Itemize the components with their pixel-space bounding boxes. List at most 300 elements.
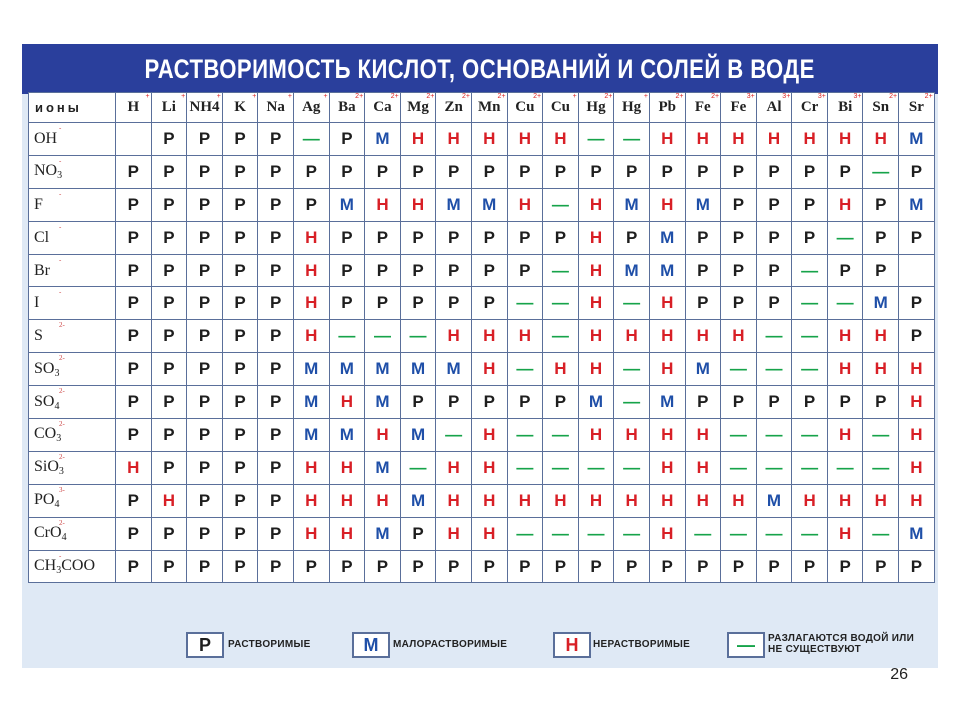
solubility-cell: Н	[471, 123, 507, 156]
legend-symbol: Н	[553, 632, 591, 658]
solubility-cell: Р	[116, 353, 152, 386]
solubility-cell: Р	[329, 550, 365, 583]
solubility-cell: Р	[116, 155, 152, 188]
solubility-cell: Р	[116, 320, 152, 353]
solubility-cell: Р	[329, 287, 365, 320]
solubility-cell: Н	[863, 353, 899, 386]
solubility-cell: Р	[329, 123, 365, 156]
solubility-cell: Р	[258, 254, 294, 287]
solubility-cell: —	[863, 451, 899, 484]
page-number: 26	[890, 666, 908, 683]
solubility-cell: Н	[471, 484, 507, 517]
cation-header	[649, 93, 685, 123]
solubility-cell: —	[400, 320, 436, 353]
solubility-cell: Н	[649, 123, 685, 156]
solubility-cell: Н	[471, 517, 507, 550]
solubility-cell: Р	[187, 517, 223, 550]
solubility-cell: Р	[258, 155, 294, 188]
solubility-cell: Р	[756, 188, 792, 221]
solubility-cell: Н	[116, 451, 152, 484]
solubility-cell: Р	[543, 550, 579, 583]
solubility-cell: Н	[293, 451, 329, 484]
anion-label	[29, 419, 116, 452]
solubility-cell: —	[863, 517, 899, 550]
solubility-cell: —	[614, 123, 650, 156]
solubility-cell: Р	[685, 254, 721, 287]
table-row	[29, 320, 935, 353]
solubility-cell: Р	[258, 287, 294, 320]
solubility-cell: Н	[685, 419, 721, 452]
cation-header	[258, 93, 294, 123]
solubility-cell: Н	[578, 221, 614, 254]
cation-symbol: Cu	[515, 99, 535, 115]
solubility-cell: М	[436, 188, 472, 221]
solubility-cell: Н	[863, 320, 899, 353]
anion-charge: -	[59, 124, 62, 132]
cation-symbol: Fe	[730, 99, 747, 115]
cation-symbol: Sn	[872, 99, 890, 115]
solubility-cell: Р	[151, 254, 187, 287]
solubility-cell: Р	[792, 188, 828, 221]
solubility-cell: Р	[293, 188, 329, 221]
solubility-cell: Р	[365, 550, 401, 583]
solubility-cell: Р	[329, 221, 365, 254]
anion-formula: $PO_4$	[34, 491, 60, 511]
solubility-cell: Н	[543, 123, 579, 156]
anion-charge: 2-	[59, 387, 65, 396]
table-row	[29, 287, 935, 320]
solubility-cell: Р	[400, 386, 436, 419]
solubility-cell: —	[756, 320, 792, 353]
solubility-cell: Н	[578, 287, 614, 320]
cation-symbol: Bi	[838, 99, 853, 115]
cation-charge: 2+	[889, 93, 898, 100]
solubility-cell: Р	[151, 517, 187, 550]
solubility-cell: Р	[436, 221, 472, 254]
solubility-cell: М	[899, 517, 935, 550]
solubility-cell: Н	[792, 484, 828, 517]
solubility-cell: Р	[471, 386, 507, 419]
cation-symbol: Sr	[908, 99, 924, 115]
cation-symbol: Al	[766, 99, 782, 115]
solubility-cell: Р	[258, 221, 294, 254]
solubility-cell: Н	[827, 123, 863, 156]
solubility-cell: —	[863, 419, 899, 452]
solubility-cell: М	[329, 188, 365, 221]
solubility-cell: Р	[365, 287, 401, 320]
solubility-cell: Р	[756, 221, 792, 254]
solubility-cell: Н	[293, 517, 329, 550]
cation-charge: 2+	[426, 93, 435, 100]
solubility-cell: —	[685, 517, 721, 550]
solubility-cell: Р	[187, 550, 223, 583]
cation-charge: 2+	[497, 93, 506, 100]
solubility-cell: М	[293, 386, 329, 419]
solubility-cell: М	[400, 419, 436, 452]
solubility-cell: Н	[685, 484, 721, 517]
solubility-cell: —	[543, 419, 579, 452]
solubility-cell: Р	[756, 550, 792, 583]
cation-symbol: Ca	[373, 99, 392, 115]
cation-header	[827, 93, 863, 123]
solubility-cell: Н	[685, 123, 721, 156]
anion-label	[29, 254, 116, 287]
anion-charge: 2-	[59, 420, 65, 429]
solubility-cell: Р	[721, 550, 757, 583]
solubility-cell: Н	[649, 451, 685, 484]
solubility-cell: Р	[721, 155, 757, 188]
anion-charge: 3-	[59, 485, 65, 494]
solubility-cell: Р	[222, 287, 258, 320]
solubility-cell: Р	[721, 386, 757, 419]
cation-header	[400, 93, 436, 123]
solubility-cell: Н	[293, 254, 329, 287]
cation-charge: 3+	[782, 93, 791, 100]
solubility-cell: Р	[187, 451, 223, 484]
solubility-cell: Н	[827, 320, 863, 353]
cation-charge: 2+	[711, 93, 720, 100]
solubility-cell: Р	[258, 320, 294, 353]
cation-symbol: Li	[161, 99, 176, 115]
solubility-cell: —	[507, 419, 543, 452]
solubility-cell: Р	[827, 254, 863, 287]
solubility-cell: Р	[258, 451, 294, 484]
cation-header	[187, 93, 223, 123]
solubility-cell: Н	[721, 484, 757, 517]
cation-charge: +	[252, 93, 257, 100]
cation-symbol: Hg	[586, 99, 606, 115]
cation-charge: 3+	[746, 93, 755, 100]
solubility-cell: М	[649, 254, 685, 287]
solubility-cell: Н	[899, 386, 935, 419]
solubility-cell: Р	[151, 550, 187, 583]
solubility-cell: Р	[899, 155, 935, 188]
anion-formula: F	[34, 195, 43, 213]
table-row	[29, 254, 935, 287]
legend-label: НЕРАСТВОРИМЫЕ	[593, 639, 691, 650]
solubility-cell: Р	[614, 221, 650, 254]
table-row	[29, 517, 935, 550]
solubility-cell: Н	[578, 188, 614, 221]
solubility-cell: —	[507, 451, 543, 484]
cation-symbol: Cu	[550, 99, 571, 115]
solubility-cell: Р	[721, 254, 757, 287]
cation-header	[578, 93, 614, 123]
solubility-cell: —	[792, 353, 828, 386]
solubility-cell: Р	[116, 517, 152, 550]
solubility-cell: Р	[151, 419, 187, 452]
anion-label	[29, 155, 116, 188]
anion-label	[29, 517, 116, 550]
cation-header	[507, 93, 543, 123]
anion-charge: -	[59, 156, 62, 165]
solubility-cell: Р	[436, 155, 472, 188]
solubility-cell: —	[614, 386, 650, 419]
solubility-cell: Р	[116, 386, 152, 419]
table-row	[29, 123, 935, 156]
solubility-cell: Р	[151, 451, 187, 484]
solubility-cell: Н	[578, 254, 614, 287]
anion-formula: Br	[34, 261, 50, 279]
solubility-cell: Р	[222, 550, 258, 583]
cation-header	[543, 93, 579, 123]
cation-symbol: Hg	[622, 99, 642, 115]
solubility-cell: Н	[507, 484, 543, 517]
anion-label	[29, 287, 116, 320]
cation-header	[116, 93, 152, 123]
anion-label	[29, 320, 116, 353]
cation-charge: 2+	[390, 93, 399, 100]
solubility-cell: Р	[863, 550, 899, 583]
solubility-cell: М	[329, 419, 365, 452]
solubility-cell: Р	[685, 386, 721, 419]
solubility-cell: Н	[649, 517, 685, 550]
solubility-cell: Н	[471, 451, 507, 484]
solubility-cell: Н	[507, 123, 543, 156]
solubility-cell: —	[436, 419, 472, 452]
solubility-cell: Р	[222, 419, 258, 452]
ions-corner-label: ионы	[29, 93, 116, 123]
solubility-cell: М	[471, 188, 507, 221]
solubility-cell: Н	[578, 484, 614, 517]
solubility-cell: Н	[614, 320, 650, 353]
solubility-cell: Н	[649, 188, 685, 221]
solubility-cell: Р	[365, 155, 401, 188]
solubility-cell: М	[365, 353, 401, 386]
solubility-cell: М	[649, 221, 685, 254]
solubility-cell: Р	[187, 188, 223, 221]
solubility-cell: Р	[863, 221, 899, 254]
solubility-cell: —	[792, 451, 828, 484]
cation-symbol: Cr	[800, 99, 819, 115]
anion-formula: Cl	[34, 228, 50, 246]
solubility-cell: Н	[293, 320, 329, 353]
solubility-cell: Р	[222, 484, 258, 517]
anion-charge: 2-	[59, 321, 65, 330]
solubility-cell: Н	[578, 419, 614, 452]
cation-symbol: Na	[266, 99, 285, 115]
solubility-cell: М	[436, 353, 472, 386]
solubility-cell: Р	[293, 550, 329, 583]
solubility-cell: —	[792, 517, 828, 550]
solubility-cell: М	[614, 254, 650, 287]
solubility-cell: Р	[756, 254, 792, 287]
solubility-cell: Р	[151, 287, 187, 320]
solubility-cell: Р	[258, 484, 294, 517]
solubility-cell: Р	[329, 155, 365, 188]
solubility-cell: Н	[471, 353, 507, 386]
cation-charge: 2+	[604, 93, 613, 100]
solubility-cell: М	[649, 386, 685, 419]
anion-formula: S	[34, 327, 43, 345]
solubility-cell: —	[756, 517, 792, 550]
solubility-cell: Р	[187, 155, 223, 188]
solubility-cell: Н	[507, 320, 543, 353]
cation-header	[721, 93, 757, 123]
solubility-cell: Р	[721, 221, 757, 254]
solubility-cell: —	[507, 287, 543, 320]
solubility-cell: М	[365, 386, 401, 419]
table-row	[29, 155, 935, 188]
solubility-cell: Р	[222, 188, 258, 221]
solubility-cell: Н	[899, 484, 935, 517]
solubility-cell: Р	[365, 221, 401, 254]
solubility-cell: Р	[187, 353, 223, 386]
cation-symbol: NH4	[189, 99, 220, 115]
cation-symbol: Zn	[444, 99, 463, 115]
solubility-cell: —	[721, 353, 757, 386]
solubility-cell: Р	[151, 123, 187, 156]
solubility-cell: Н	[329, 386, 365, 419]
table-row	[29, 353, 935, 386]
solubility-cell: Р	[151, 188, 187, 221]
anion-charge: -	[59, 288, 62, 297]
anion-label	[29, 221, 116, 254]
anion-label	[29, 123, 116, 156]
cation-charge: 3+	[853, 93, 862, 100]
solubility-cell: Р	[258, 386, 294, 419]
solubility-cell: М	[578, 386, 614, 419]
cation-charge: +	[287, 93, 292, 100]
solubility-cell: Р	[507, 155, 543, 188]
cation-charge: +	[145, 93, 150, 100]
solubility-cell: Р	[258, 517, 294, 550]
solubility-cell: Р	[187, 123, 223, 156]
cation-header	[792, 93, 828, 123]
solubility-cell: Р	[578, 550, 614, 583]
solubility-cell: Р	[827, 550, 863, 583]
solubility-cell: М	[293, 353, 329, 386]
solubility-cell: Р	[116, 188, 152, 221]
solubility-cell: Н	[471, 419, 507, 452]
anion-formula: $SO_3$	[34, 359, 60, 379]
solubility-cell: Р	[507, 550, 543, 583]
cation-header	[329, 93, 365, 123]
solubility-cell: Р	[614, 550, 650, 583]
cation-charge: 2+	[675, 93, 684, 100]
solubility-cell	[116, 123, 152, 156]
solubility-cell: —	[578, 451, 614, 484]
table-row	[29, 221, 935, 254]
solubility-cell: Р	[222, 320, 258, 353]
anion-formula: $CO_3$	[34, 425, 62, 445]
solubility-cell: Р	[899, 221, 935, 254]
solubility-cell: Р	[543, 221, 579, 254]
solubility-cell: Н	[436, 484, 472, 517]
solubility-cell: Н	[329, 484, 365, 517]
solubility-cell: М	[293, 419, 329, 452]
cation-header	[471, 93, 507, 123]
solubility-cell: Н	[899, 451, 935, 484]
cation-symbol: Mn	[477, 99, 501, 115]
solubility-cell: М	[400, 484, 436, 517]
solubility-cell: Р	[187, 484, 223, 517]
anion-formula: $NO_3$	[34, 162, 63, 182]
anion-label	[29, 353, 116, 386]
anion-formula: CrO$_4$	[34, 524, 67, 544]
solubility-cell: Н	[721, 320, 757, 353]
solubility-cell: Р	[187, 221, 223, 254]
solubility-cell: Р	[649, 155, 685, 188]
anion-charge: -	[59, 551, 62, 560]
solubility-cell: Р	[222, 451, 258, 484]
solubility-cell: Р	[116, 484, 152, 517]
anion-label	[29, 451, 116, 484]
solubility-cell: —	[756, 353, 792, 386]
solubility-cell	[899, 254, 935, 287]
anion-charge: -	[59, 189, 62, 198]
solubility-cell: Н	[543, 484, 579, 517]
solubility-cell: Р	[222, 254, 258, 287]
solubility-cell: Н	[365, 188, 401, 221]
solubility-cell: Н	[293, 484, 329, 517]
solubility-cell: Н	[436, 320, 472, 353]
solubility-cell: Р	[400, 517, 436, 550]
legend-label: МАЛОРАСТВОРИМЫЕ	[393, 639, 508, 650]
legend-symbol: Р	[186, 632, 224, 658]
solubility-cell: Р	[151, 221, 187, 254]
solubility-cell: Р	[543, 386, 579, 419]
solubility-cell: Р	[222, 517, 258, 550]
solubility-cell: Р	[400, 221, 436, 254]
solubility-cell: Н	[400, 188, 436, 221]
cation-symbol: K	[234, 99, 246, 115]
anion-formula: I	[34, 294, 40, 312]
solubility-cell: —	[614, 353, 650, 386]
solubility-cell: Р	[222, 155, 258, 188]
solubility-cell: Р	[756, 155, 792, 188]
solubility-cell: Р	[116, 550, 152, 583]
table-row	[29, 484, 935, 517]
anion-charge: -	[59, 255, 62, 264]
solubility-cell: Р	[151, 320, 187, 353]
solubility-cell: Р	[187, 254, 223, 287]
solubility-cell: Р	[507, 254, 543, 287]
solubility-cell: —	[578, 517, 614, 550]
solubility-cell: Н	[614, 484, 650, 517]
legend-symbol: М	[352, 632, 390, 658]
solubility-cell: Р	[685, 221, 721, 254]
solubility-cell: Р	[258, 550, 294, 583]
solubility-cell: Н	[649, 419, 685, 452]
solubility-cell: Р	[471, 221, 507, 254]
solubility-cell: Р	[507, 221, 543, 254]
solubility-cell: —	[578, 123, 614, 156]
solubility-cell: Н	[899, 419, 935, 452]
solubility-cell: Н	[365, 484, 401, 517]
cation-header	[365, 93, 401, 123]
solubility-cell: Р	[899, 320, 935, 353]
solubility-cell: Р	[863, 254, 899, 287]
solubility-cell: —	[543, 287, 579, 320]
solubility-cell: Р	[827, 386, 863, 419]
solubility-cell: Р	[400, 254, 436, 287]
solubility-cell: Р	[685, 550, 721, 583]
solubility-cell: Р	[507, 386, 543, 419]
cation-charge: +	[181, 93, 186, 100]
legend-label: РАСТВОРИМЫЕ	[228, 639, 311, 650]
solubility-cell: Н	[827, 517, 863, 550]
solubility-cell: Н	[471, 320, 507, 353]
solubility-cell: —	[756, 419, 792, 452]
anion-formula: OH	[34, 129, 58, 147]
solubility-cell: Н	[507, 188, 543, 221]
solubility-cell: Р	[116, 254, 152, 287]
solubility-cell: Н	[329, 517, 365, 550]
anion-formula: $CH_3COO$	[34, 557, 96, 577]
solubility-cell: Р	[863, 188, 899, 221]
solubility-cell: Н	[649, 353, 685, 386]
